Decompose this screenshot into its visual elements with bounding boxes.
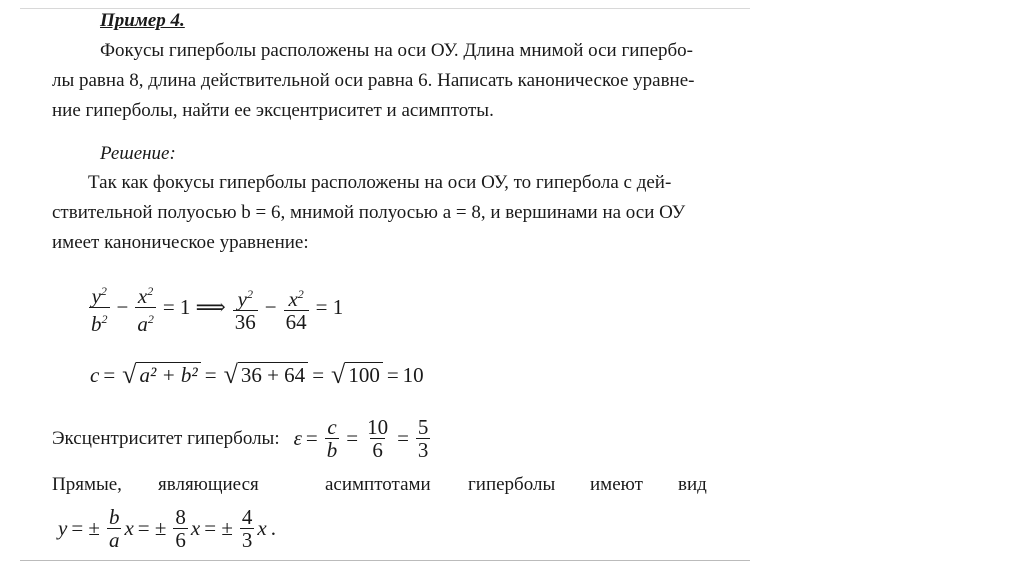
asymptote-word-2: являющиеся — [158, 474, 259, 495]
problem-line-2: лы равна 8, длина действительной оси равна 6. Написать каноническое уравне- — [52, 70, 695, 91]
sqrt-36-64: √ 36 + 64 — [224, 362, 309, 388]
asymptote-word-5: имеют — [590, 474, 643, 495]
sqrt-a2-b2: √ a² + b² — [122, 362, 201, 388]
fraction-x2-a2: $\frac{x^2}{a^2}$ — [137, 284, 154, 336]
solution-line-2: ствительной полуосью b = 6, мнимой полуосью a = 8, и вершинами на оси ОУ — [52, 202, 686, 223]
canonical-equation: $\frac{y^2}{b^2}$ − $\frac{x^2}{a^2}$ = 1 ⟹ $\frac{y^2}{36}$ − $\frac{x^2}{64}$ = 1 — [86, 280, 347, 335]
asymptote-word-4: гиперболы — [468, 474, 556, 495]
focal-distance-equation: c = √ a² + b² = √ 36 + 64 = √ 100 = 10 — [90, 360, 424, 389]
example-title: Пример 4. — [100, 10, 185, 31]
fraction-y2-b2: $\frac{y^2}{b^2}$ — [91, 284, 108, 336]
solution-line-3: имеет каноническое уравнение: — [52, 232, 309, 253]
fraction-8-6: $\frac{8}{6}$ — [175, 505, 186, 552]
solution-label: Решение: — [100, 143, 176, 164]
sqrt-100: √ 100 — [331, 362, 383, 388]
asymptote-word-6: вид — [678, 474, 707, 495]
fraction-10-6: $\frac{10}{6}$ — [367, 415, 389, 462]
solution-line-1: Так как фокусы гиперболы расположены на оси ОУ, то гипербола с дей- — [88, 172, 672, 193]
fraction-y2-36: $\frac{y^2}{36}$ — [234, 286, 256, 334]
fraction-5-3: $\frac{5}{3}$ — [417, 415, 429, 462]
bottom-divider — [20, 560, 750, 561]
fraction-b-a: $\frac{b}{a}$ — [108, 505, 120, 552]
fraction-4-3: $\frac{4}{3}$ — [241, 505, 253, 552]
asymptote-word-1: Прямые, — [52, 474, 122, 495]
problem-line-3: ние гиперболы, найти ее эксцентриситет и асимптоты. — [52, 100, 494, 121]
fraction-c-b: $\frac{c}{b}$ — [326, 415, 338, 462]
asymptote-word-3: асимптотами — [325, 474, 431, 495]
problem-line-1: Фокусы гиперболы расположены на оси ОУ. Длина мнимой оси гипербо- — [100, 40, 694, 61]
fraction-x2-64: $\frac{x^2}{64}$ — [285, 286, 307, 334]
eccentricity-equation: Эксцентриситет гиперболы: ε = $\frac{c}{b}$ = $\frac{10}{6}$ = $\frac{5}{3}$ — [52, 415, 429, 462]
eccentricity-label: Эксцентриситет гиперболы: — [52, 427, 280, 449]
asymptote-equation: y = ± $\frac{b}{a}$ x = ± $\frac{8}{6}$ x = ± $\frac{4}{3}$ x . — [58, 505, 276, 552]
